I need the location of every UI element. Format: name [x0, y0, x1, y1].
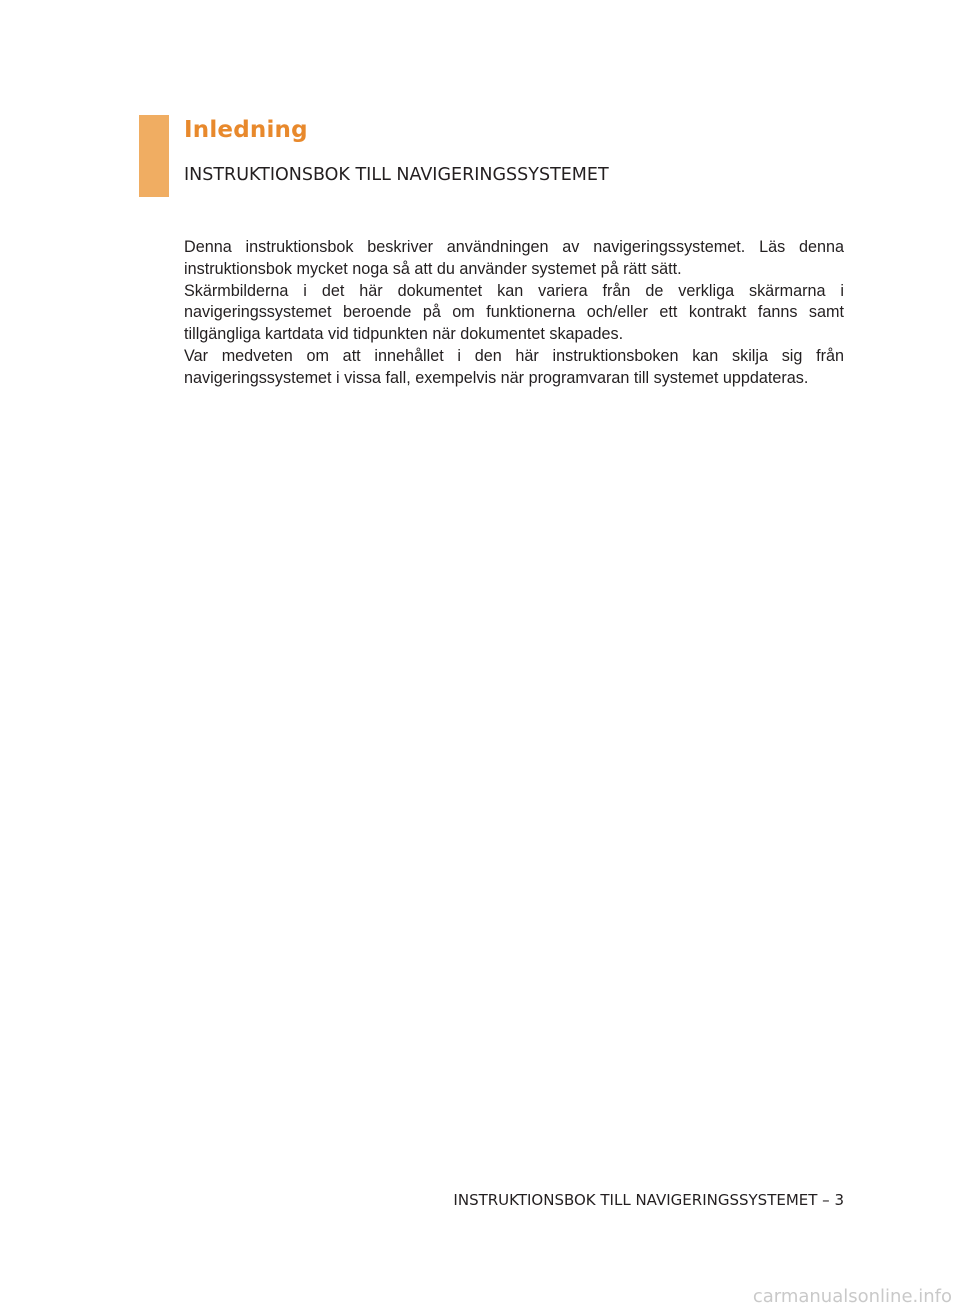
document-heading: INSTRUKTIONSBOK TILL NAVIGERINGSSYSTEMET — [184, 165, 609, 185]
page-footer: INSTRUKTIONSBOK TILL NAVIGERINGSSYSTEMET – 3 — [453, 1191, 844, 1209]
paragraph-intro: Denna instruktionsbok beskriver användningen av navigeringssystemet. Läs denna instruktionsbok mycket noga så att du använder systemet på rätt sätt. — [184, 238, 844, 278]
watermark: carmanualsonline.info — [752, 1286, 952, 1307]
section-title: Inledning — [184, 117, 308, 143]
paragraph-updates: Var medveten om att innehållet i den här instruktionsboken kan skilja sig från navigeringssystemet i vissa fall, exempelvis när programvaran till systemet uppdateras. — [184, 346, 844, 387]
paragraph-screens: Skärmbilderna i det här dokumentet kan variera från de verkliga skärmarna i navigeringssystemet beroende på om funktionerna och/eller ett kontrakt fanns samt tillgängliga kartdata vid tidpunkten när dokumentet skapades. — [184, 281, 844, 344]
body-text — [184, 237, 844, 390]
section-accent-bar — [139, 115, 169, 197]
